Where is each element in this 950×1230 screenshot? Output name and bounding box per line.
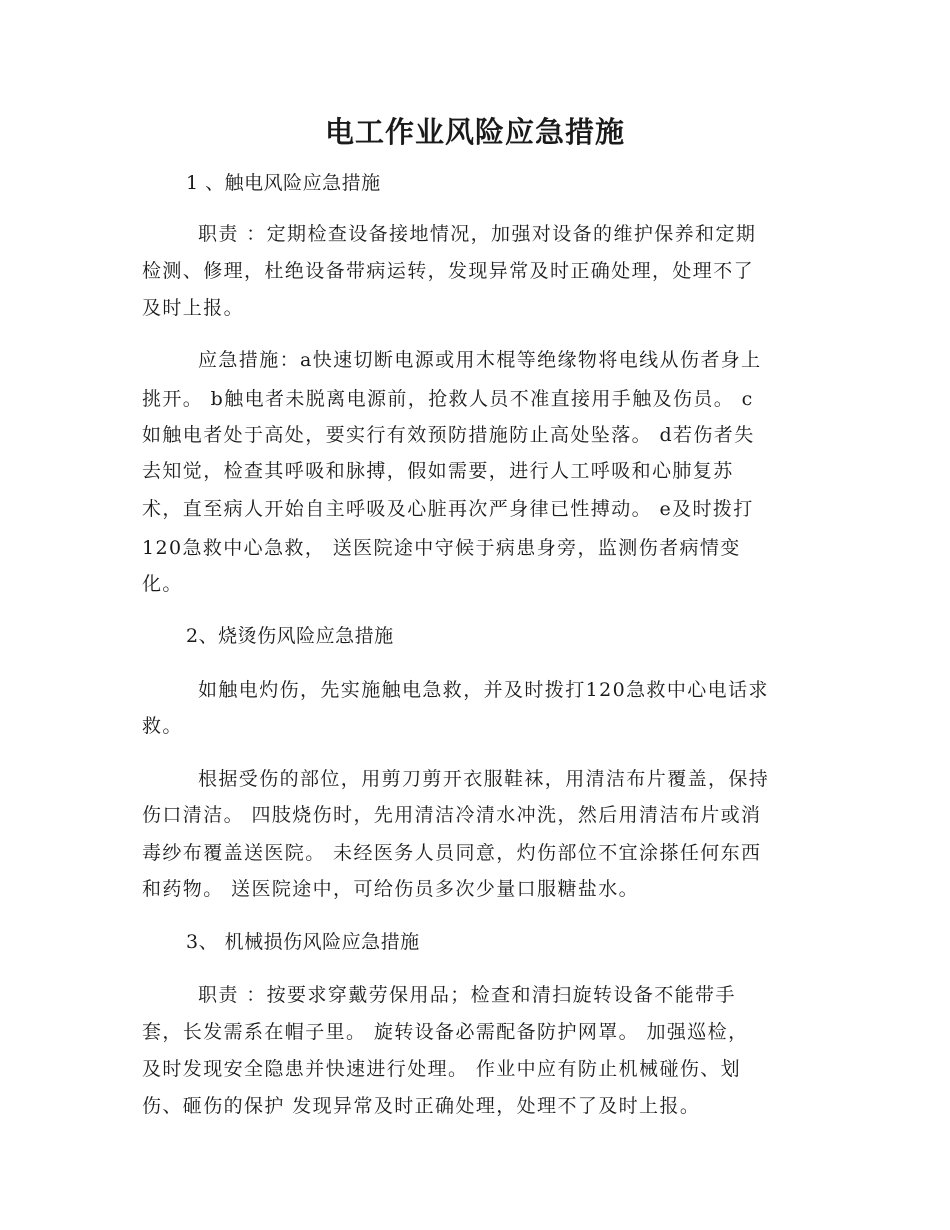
section-1-measures-line: 如触电者处于高处，要实行有效预防措施防止高处坠落。 d若伤者失 — [142, 424, 755, 446]
section-2-para2-line: 根据受伤的部位，用剪刀剪开衣服鞋袜，用清洁布片覆盖，保持 — [198, 768, 770, 790]
section-1-heading: 1 、触电风险应急措施 — [186, 172, 381, 194]
section-3-duty-line: 伤、砸伤的保护 发现异常及时正确处理，处理不了及时上报。 — [142, 1095, 701, 1117]
section-3-duty-line: 套，长发需系在帽子里。 旋转设备必需配备防护网罩。 加强巡检， — [142, 1021, 749, 1043]
section-3-heading: 3、 机械损伤风险应急措施 — [186, 931, 420, 953]
section-2-para2-line: 伤口清洁。 四肢烧伤时，先用清洁冷清水冲洗，然后用清洁布片或消 — [142, 804, 762, 826]
section-2-para2-line: 和药物。 送医院途中，可给伤员多次少量口服糖盐水。 — [142, 878, 640, 900]
section-1-measures-line: 120急救中心急救， 送医院途中守候于病患身旁，监测伤者病情变 — [142, 537, 741, 559]
section-1-measures-line: 应急措施：a快速切断电源或用木棍等绝缘物将电线从伤者身上 — [198, 349, 762, 371]
section-1-duty-line: 及时上报。 — [142, 297, 245, 319]
document-title: 电工作业风险应急措施 — [324, 115, 625, 149]
section-1-measures-line: 去知觉，检查其呼吸和脉搏，假如需要，进行人工呼吸和心肺复苏 — [142, 460, 734, 482]
section-2-para2-line: 毒纱布覆盖送医院。 未经医务人员同意，灼伤部位不宜涂搽任何东西 — [142, 842, 762, 864]
section-2-para1-line: 救。 — [142, 715, 183, 737]
section-1-measures-line: 术，直至病人开始自主呼吸及心脏再次严身律已性搏动。 e及时拨打 — [142, 498, 754, 520]
section-3-duty-line: 及时发现安全隐患并快速进行处理。 作业中应有防止机械碰伤、划 — [142, 1058, 742, 1080]
section-1-measures-line: 挑开。 b触电者未脱离电源前，抢救人员不准直接用手触及伤员。 c — [142, 388, 754, 410]
section-1-measures-line: 化。 — [142, 573, 183, 595]
section-2-para1-line: 如触电灼伤，先实施触电急救，并及时拨打120急救中心电话求 — [198, 679, 769, 701]
section-3-duty-line: 职责 ：按要求穿戴劳保用品；检查和清扫旋转设备不能带手 — [198, 984, 736, 1006]
section-1-duty-line: 检测、修理，杜绝设备带病运转，发现异常及时正确处理，处理不了 — [142, 260, 755, 282]
section-1-duty-line: 职责 ：定期检查设备接地情况，加强对设备的维护保养和定期 — [198, 223, 757, 245]
section-2-heading: 2、烧烫伤风险应急措施 — [186, 625, 394, 647]
